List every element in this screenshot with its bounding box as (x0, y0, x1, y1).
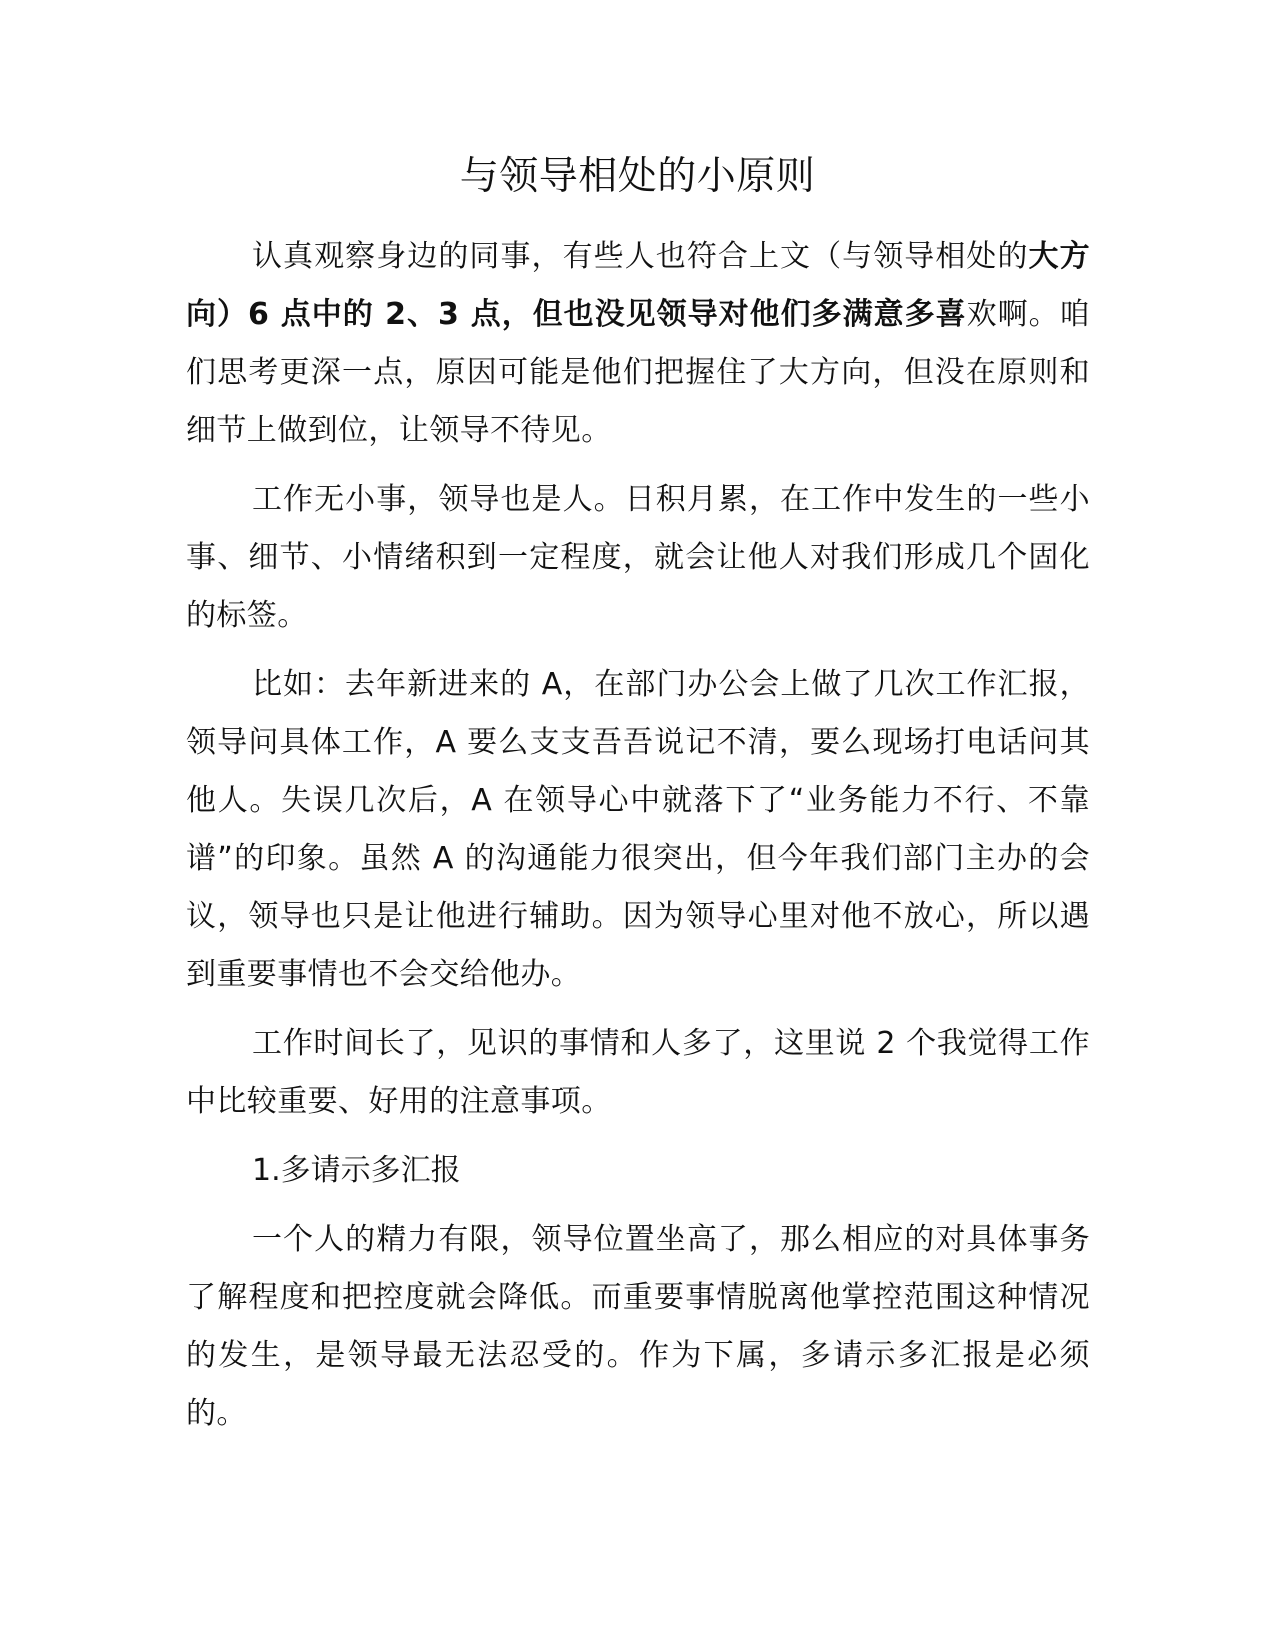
paragraph-1-part3: 欢啊。咱们思考更深一点，原因可能是他们把握住了大方向，但没在原则和细节上做到位，让领导不待见。 (186, 297, 1090, 448)
paragraph-1 (186, 228, 1090, 460)
paragraph-2: 工作无小事，领导也是人。日积月累，在工作中发生的一些小事、细节、小情绪积到一定程度，就会让他人对我们形成几个固化的标签。 (186, 482, 1090, 633)
paragraph-4: 工作时间长了，见识的事情和人多了，这里说 2 个我觉得工作中比较重要、好用的注意事项。 (186, 1026, 1090, 1119)
section-paragraph: 一个人的精力有限，领导位置坐高了，那么相应的对具体事务了解程度和把控度就会降低。而重要事情脱离他掌控范围这种情况的发生，是领导最无法忍受的。作为下属，多请示多汇报是必须的。 (186, 1222, 1090, 1431)
section-heading: 1.多请示多汇报 (252, 1153, 461, 1188)
document-body (186, 228, 1090, 1454)
document-title: 与领导相处的小原则 (459, 154, 816, 199)
paragraph-1-part2: 大方向）6 点中的 2、3 点，但也没见领导对他们多满意多喜 (186, 239, 1090, 332)
paragraph-1-part1: 认真观察身边的同事，有些人也符合上文（与领导相处的 (252, 239, 1029, 274)
paragraph-3: 比如：去年新进来的 A，在部门办公会上做了几次工作汇报，领导问具体工作，A 要么支支吾吾说记不清，要么现场打电话问其他人。失误几次后，A 在领导心中就落下了“业务能力不行、不靠谱”的印象。虽然 A 的沟通能力很突出，但今年我们部门主办的会议，领导也只是让他进行辅助。因为领导心里对他不放心，所以遇到重要事情也不会交给他办。 (186, 667, 1090, 992)
